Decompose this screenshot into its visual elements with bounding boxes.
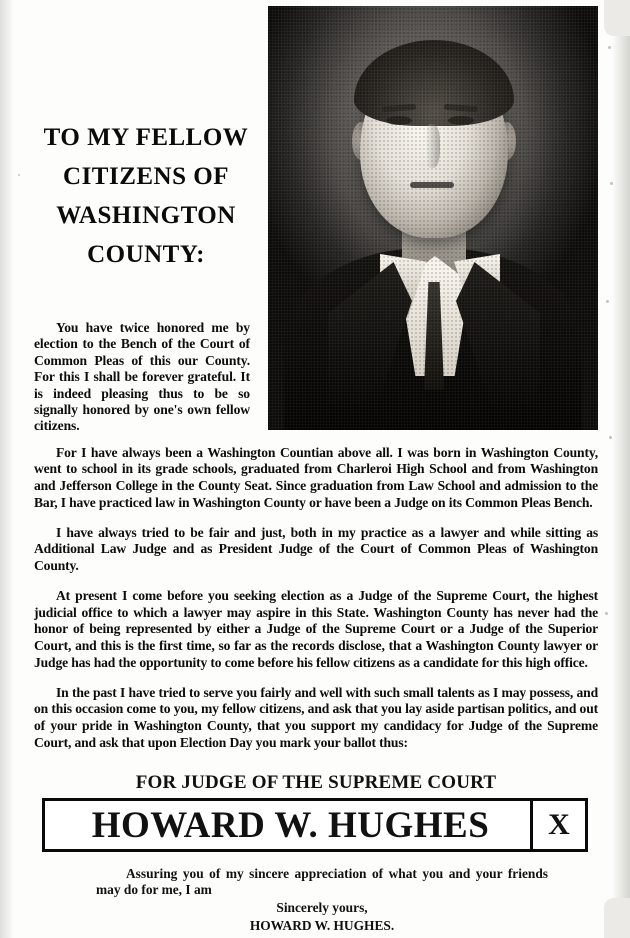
portrait-nose [424, 124, 440, 168]
headline-line-2: CITIZENS OF [63, 163, 229, 190]
closing-text: Assuring you of my sincere appreciation of what you and your friends may do for me, I am [96, 866, 548, 897]
ballot-name-banner [42, 798, 588, 852]
office-sought-line: FOR JUDGE OF THE SUPREME COURT [135, 772, 497, 793]
paragraph-5: In the past I have tried to serve you fairly and well with such small talents as I may possess, and on this occasion come to you, my fellow citizens, and ask that you lay aside partisan politics, and out of your pride in Washington County, that you support my candidacy for Judge of the Supreme Court, and ask that upon Election Day you mark your ballot thus: [34, 684, 598, 750]
portrait-eye-left [386, 116, 412, 125]
sign-off: Sincerely yours, [276, 900, 368, 915]
scan-speck [608, 46, 611, 49]
headline-line-3: WASHINGTON [56, 202, 236, 229]
ballot-mark-box[interactable]: X [530, 801, 585, 849]
headline-line-4: COUNTY: [87, 241, 205, 268]
scan-speck [606, 300, 609, 303]
closing-block [96, 866, 548, 934]
letter-body [34, 320, 598, 765]
scan-speck [610, 182, 613, 185]
paragraph-2: For I have always been a Washington Countian above all. I was born in Washington County, went to school in its grade schools, graduated from Charleroi High School and from Washington and Jefferson College in the County Seat. Since graduation from Law School and admission to the Bar, I have practiced law in Washington County or have been a Judge on its Common Pleas Bench. [34, 444, 598, 510]
scan-edge-left [0, 0, 14, 938]
scan-speck [18, 174, 20, 176]
candidate-name: HOWARD W. HUGHES [91, 804, 490, 846]
paragraph-3: I have always tried to be fair and just, both in my practice as a lawyer and while sitting as Additional Law Judge and as President Judge of the Court of Common Pleas of Washington County. [34, 524, 598, 573]
paragraph-1: You have twice honored me by election to the Bench of the Court of Common Pleas of this our County. For this I shall be forever grateful. It is indeed pleasing thus to be so signally honored by one's own fellow citizens. [34, 320, 250, 434]
scan-edge-right [612, 0, 630, 938]
scan-corner-top-right [604, 0, 630, 36]
headline-line-1: TO MY FELLOW [43, 124, 249, 151]
portrait-mouth [410, 182, 454, 188]
portrait-eye-right [448, 116, 474, 125]
scan-speck [609, 436, 612, 439]
scan-speck [605, 612, 608, 615]
scan-corner-bottom-right [604, 898, 630, 938]
signature-name: HOWARD W. HUGHES. [249, 918, 395, 933]
paragraph-4: At present I come before you seeking election as a Judge of the Supreme Court, the highest judicial office to which a lawyer may aspire in this State. Washington County has never had the honor of being represented by either a Judge of the Supreme Court or a Judge of the Superior Court, and this is the first time, so far as the records disclose, that a Washington County lawyer or Judge has had the opportunity to come before his fellow citizens as a candidate for this high office. [34, 588, 598, 670]
page-title [34, 118, 258, 274]
